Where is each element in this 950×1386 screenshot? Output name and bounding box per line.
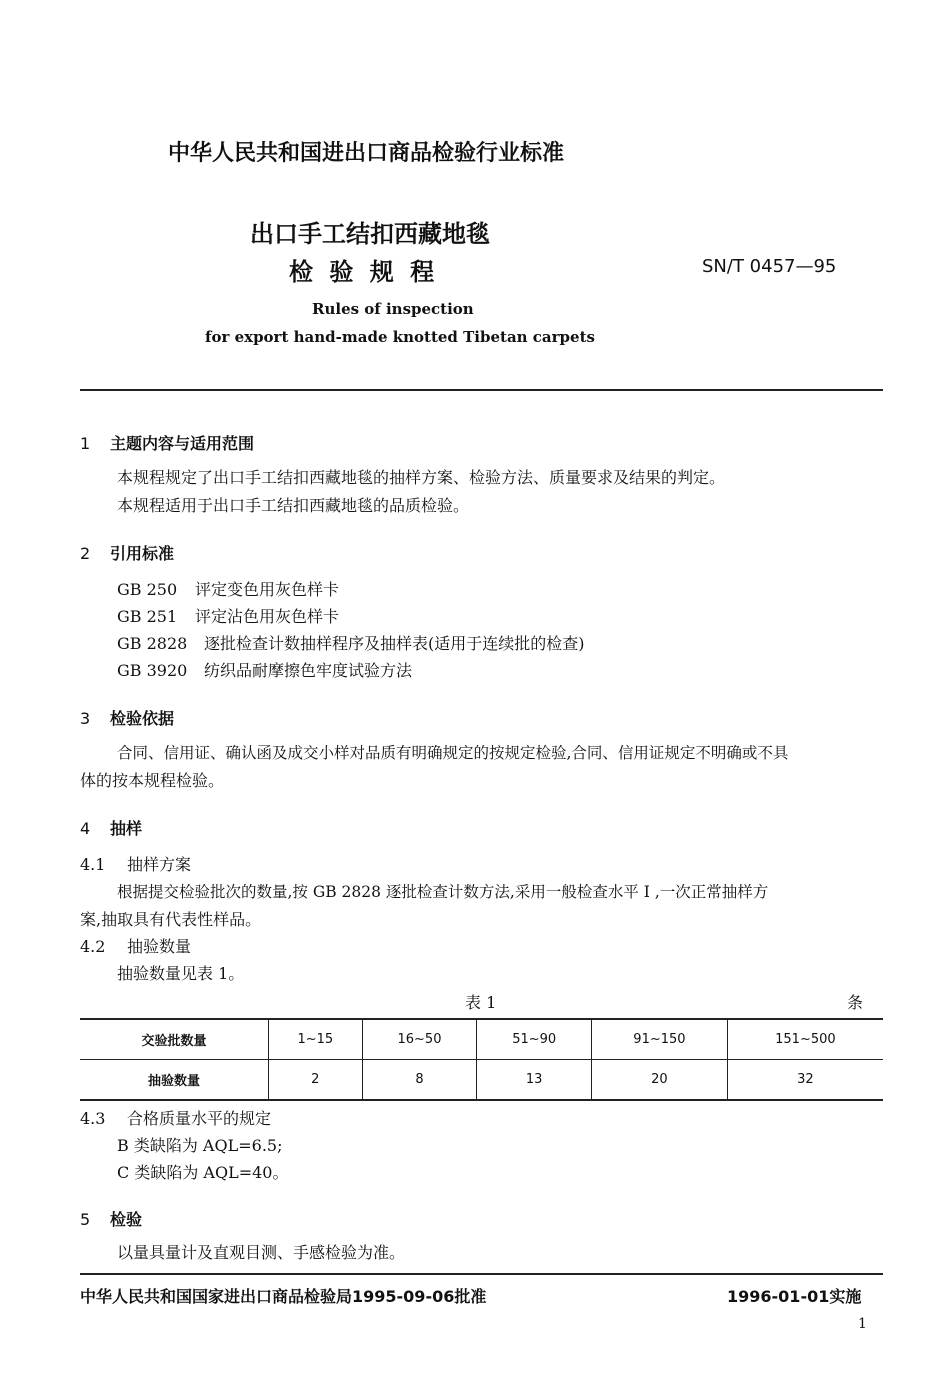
reference-code: GB 2828	[117, 634, 188, 653]
reference-name: 评定沾色用灰色样卡	[195, 607, 340, 626]
section-title: 引用标准	[110, 544, 175, 563]
table-cell: 151~500	[727, 1019, 883, 1060]
paragraph: 抽验数量见表 1。	[117, 964, 245, 983]
standard-code: SN/T 0457—95	[702, 256, 837, 277]
reference-name: 纺织品耐摩擦色牢度试验方法	[204, 661, 413, 680]
doc-title-line1: 出口手工结扣西藏地毯	[250, 220, 490, 248]
table-cell: 20	[592, 1060, 728, 1101]
section-number: 5	[80, 1210, 91, 1229]
table-cell: 16~50	[362, 1019, 477, 1060]
table-caption: 表 1	[465, 993, 497, 1012]
reference-code: GB 3920	[117, 661, 188, 680]
table-row	[80, 1060, 883, 1101]
paragraph-continuation: 案,抽取具有代表性样品。	[80, 910, 262, 929]
paragraph: 本规程适用于出口手工结扣西藏地毯的品质检验。	[117, 496, 470, 515]
table-cell: 91~150	[592, 1019, 728, 1060]
section-number: 3	[80, 709, 91, 728]
paragraph: C 类缺陷为 AQL=40。	[117, 1163, 289, 1182]
subsection-number: 4.2	[80, 937, 106, 956]
section-1-heading	[80, 431, 254, 454]
table-row	[80, 1019, 883, 1060]
reference-item	[117, 609, 339, 625]
footer-rule	[80, 1273, 883, 1275]
table-cell: 1~15	[269, 1019, 363, 1060]
reference-item	[117, 582, 339, 598]
approval-note: 中华人民共和国国家进出口商品检验局1995-09-06批准	[80, 1287, 487, 1306]
section-3-heading	[80, 706, 174, 729]
paragraph: B 类缺陷为 AQL=6.5;	[117, 1136, 283, 1155]
section-number: 4	[80, 819, 91, 838]
reference-item	[117, 663, 412, 679]
paragraph: 合同、信用证、确认函及成交小样对品质有明确规定的按规定检验,合同、信用证规定不明确或不具	[117, 744, 789, 762]
page-number: 1	[858, 1316, 867, 1332]
sampling-table	[80, 1018, 883, 1101]
reference-name: 逐批检查计数抽样程序及抽样表(适用于连续批的检查)	[204, 634, 585, 653]
english-title-line1: Rules of inspection	[312, 300, 474, 318]
reference-code: GB 251	[117, 607, 178, 626]
section-title: 检验	[110, 1210, 143, 1229]
paragraph-continuation: 体的按本规程检验。	[80, 771, 225, 790]
issuing-authority: 中华人民共和国进出口商品检验行业标准	[168, 141, 565, 166]
paragraph: 本规程规定了出口手工结扣西藏地毯的抽样方案、检验方法、质量要求及结果的判定。	[117, 468, 726, 487]
paragraph: 根据提交检验批次的数量,按 GB 2828 逐批检查计数方法,采用一般检查水平 Ⅰ ,一次正常抽样方	[117, 883, 769, 901]
table-cell: 8	[362, 1060, 477, 1101]
table-row-label: 抽验数量	[80, 1060, 269, 1101]
subsection-4-1-heading	[80, 857, 191, 873]
subsection-4-3-heading	[80, 1111, 271, 1127]
section-5-heading	[80, 1207, 142, 1230]
table-row-label: 交验批数量	[80, 1019, 269, 1060]
section-number: 1	[80, 434, 91, 453]
subsection-number: 4.3	[80, 1109, 106, 1128]
doc-title-line2: 检 验 规 程	[289, 258, 439, 286]
paragraph: 以量具量计及直观目测、手感检验为准。	[117, 1243, 406, 1262]
table-cell: 13	[477, 1060, 592, 1101]
section-number: 2	[80, 544, 91, 563]
section-title: 主题内容与适用范围	[110, 434, 255, 453]
table-cell: 32	[727, 1060, 883, 1101]
subsection-title: 抽样方案	[127, 855, 192, 874]
implementation-date: 1996-01-01实施	[727, 1287, 862, 1306]
reference-item	[117, 636, 585, 652]
english-title-line2: for export hand-made knotted Tibetan carpets	[205, 328, 595, 346]
header-rule	[80, 389, 883, 391]
table-unit: 条	[847, 993, 864, 1012]
subsection-title: 合格质量水平的规定	[127, 1109, 272, 1128]
section-title: 检验依据	[110, 709, 175, 728]
subsection-4-2-heading	[80, 939, 191, 955]
subsection-number: 4.1	[80, 855, 106, 874]
reference-name: 评定变色用灰色样卡	[195, 580, 340, 599]
subsection-title: 抽验数量	[127, 937, 192, 956]
section-2-heading	[80, 541, 174, 564]
table-cell: 2	[269, 1060, 363, 1101]
section-title: 抽样	[110, 819, 143, 838]
section-4-heading	[80, 816, 142, 839]
table-cell: 51~90	[477, 1019, 592, 1060]
reference-code: GB 250	[117, 580, 178, 599]
